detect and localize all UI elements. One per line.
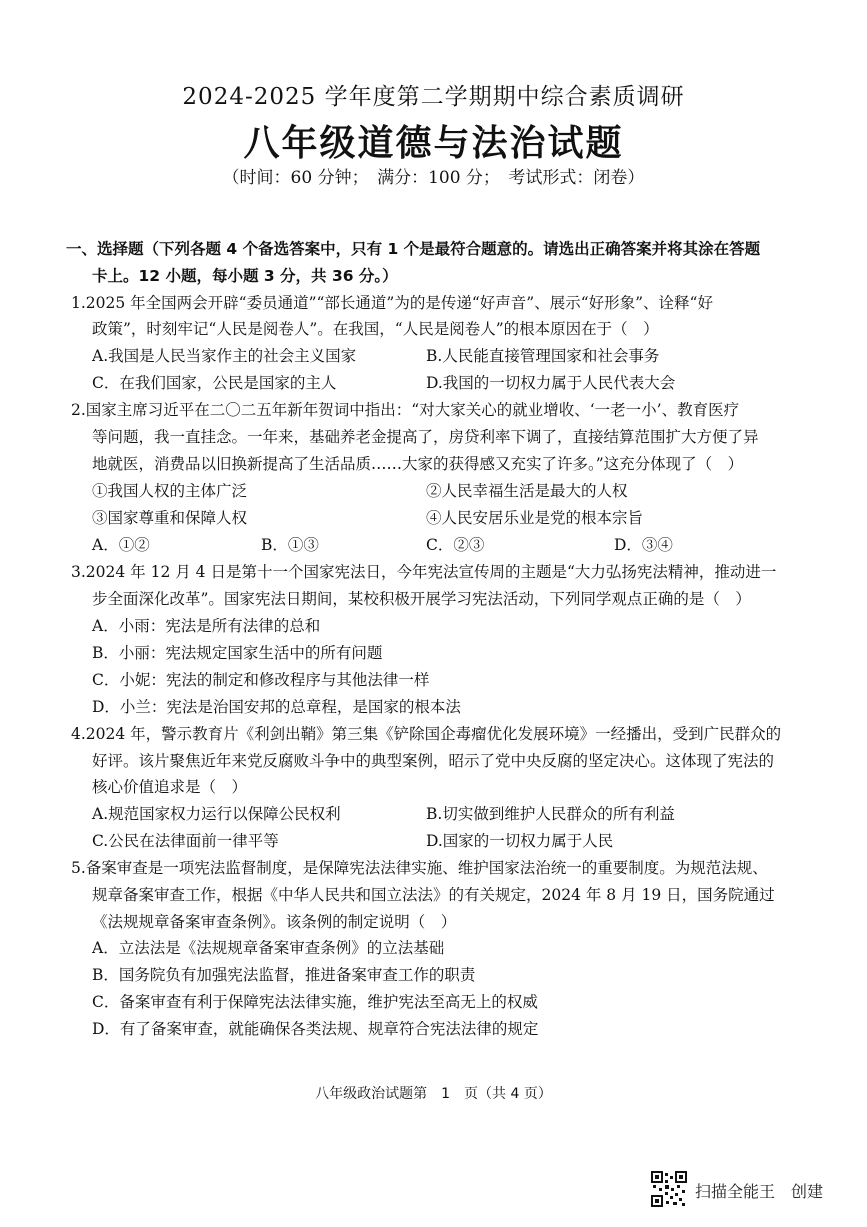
question-1-option-c: C．在我们国家，公民是国家的主人 bbox=[92, 374, 337, 392]
page-footer: 八年级政治试题第 1 页（共 4 页） bbox=[315, 1086, 552, 1102]
question-2-statement-3: ③国家尊重和保障人权 bbox=[92, 509, 248, 527]
question-3-option-c: C．小妮：宪法的制定和修改程序与其他法律一样 bbox=[92, 671, 430, 689]
question-5-option-c: C．备案审查有利于保障宪法法律实施，维护宪法至高无上的权威 bbox=[92, 993, 538, 1011]
question-1-option-d: D.我国的一切权力属于人民代表大会 bbox=[426, 374, 676, 392]
subject-title: 八年级道德与法治试题 bbox=[243, 122, 624, 164]
qr-code-icon bbox=[651, 1171, 687, 1207]
question-2-statement-4: ④人民安居乐业是党的根本宗旨 bbox=[426, 509, 644, 527]
question-1-stem-line-2: 政策”，时刻牢记“人民是阅卷人”。在我国，“人民是阅卷人”的根本原因在于（ ） bbox=[92, 320, 659, 338]
question-3-option-a: A．小雨：宪法是所有法律的总和 bbox=[92, 617, 321, 635]
question-2-statement-1: ①我国人权的主体广泛 bbox=[92, 482, 248, 500]
question-5-stem-line-2: 规章备案审查工作，根据《中华人民共和国立法法》的有关规定，2024 年 8 月 19 日，国务院通过 bbox=[92, 886, 775, 904]
scanner-watermark: 扫描全能王 创建 bbox=[695, 1182, 824, 1201]
question-5-option-a: A．立法法是《法规规章备案审查条例》的立法基础 bbox=[92, 939, 445, 957]
question-1-stem-line-1: 1.2025 年全国两会开辟“委员通道”“部长通道”为的是传递“好声音”、展示“好形象”、诠释“好 bbox=[71, 294, 713, 312]
question-3-option-d: D．小兰：宪法是治国安邦的总章程，是国家的根本法 bbox=[92, 698, 461, 716]
question-4-stem-line-2: 好评。该片聚焦近年来党反腐败斗争中的典型案例，昭示了党中央反腐的坚定决心。这体现了宪法的 bbox=[92, 752, 775, 770]
question-4-option-d: D.国家的一切权力属于人民 bbox=[426, 832, 614, 850]
question-2-option-d: D．③④ bbox=[614, 536, 673, 554]
question-4-option-b: B.切实做到维护人民群众的所有利益 bbox=[426, 805, 675, 823]
question-3-stem-line-2: 步全面深化改革”。国家宪法日期间，某校积极开展学习宪法活动，下列同学观点正确的是（ ） bbox=[92, 590, 751, 608]
question-1-option-a: A.我国是人民当家作主的社会主义国家 bbox=[92, 347, 357, 365]
question-2-statement-2: ②人民幸福生活是最大的人权 bbox=[426, 482, 628, 500]
question-2-stem-line-1: 2.国家主席习近平在二〇二五年新年贺词中指出：“对大家关心的就业增收、‘一老一小’、教育医疗 bbox=[71, 401, 740, 419]
question-2-option-c: C．②③ bbox=[426, 536, 485, 554]
question-2-option-b: B．①③ bbox=[261, 536, 319, 554]
exam-info: （时间：60 分钟； 满分：100 分； 考试形式：闭卷） bbox=[222, 168, 645, 188]
section-heading-line-2: 卡上。12 小题，每小题 3 分，共 36 分。） bbox=[92, 267, 398, 285]
question-3-stem-line-1: 3.2024 年 12 月 4 日是第十一个国家宪法日，今年宪法宣传周的主题是“大力弘扬宪法精神，推动进一 bbox=[71, 563, 777, 581]
question-4-stem-line-1: 4.2024 年，警示教育片《利剑出鞘》第三集《铲除国企毒瘤优化发展环境》一经播出，受到广民群众的 bbox=[71, 725, 782, 743]
question-4-stem-line-3: 核心价值追求是（ ） bbox=[92, 778, 248, 796]
question-5-option-d: D．有了备案审查，就能确保各类法规、规章符合宪法法律的规定 bbox=[92, 1020, 539, 1038]
question-2-stem-line-3: 地就医，消费品以旧换新提高了生活品质……大家的获得感又充实了许多。”这充分体现了（ ） bbox=[92, 455, 744, 473]
question-4-option-c: C.公民在法律面前一律平等 bbox=[92, 832, 279, 850]
question-3-option-b: B．小丽：宪法规定国家生活中的所有问题 bbox=[92, 644, 383, 662]
exam-title: 2024-2025 学年度第二学期期中综合素质调研 bbox=[182, 84, 685, 110]
question-5-stem-line-3: 《法规规章备案审查条例》。该条例的制定说明（ ） bbox=[92, 913, 457, 931]
question-5-stem-line-1: 5.备案审查是一项宪法监督制度，是保障宪法法律实施、维护国家法治统一的重要制度。为规范法规、 bbox=[71, 859, 768, 877]
question-5-option-b: B．国务院负有加强宪法监督，推进备案审查工作的职责 bbox=[92, 966, 476, 984]
question-1-option-b: B.人民能直接管理国家和社会事务 bbox=[426, 347, 660, 365]
question-2-stem-line-2: 等问题，我一直挂念。一年来，基础养老金提高了，房贷利率下调了，直接结算范围扩大方便了异 bbox=[92, 428, 759, 446]
question-2-option-a: A．①② bbox=[92, 536, 150, 554]
section-heading-line-1: 一、选择题（下列各题 4 个备选答案中，只有 1 个是最符合题意的。请选出正确答案并将其涂在答题 bbox=[66, 240, 761, 258]
question-4-option-a: A.规范国家权力运行以保障公民权利 bbox=[92, 805, 341, 823]
